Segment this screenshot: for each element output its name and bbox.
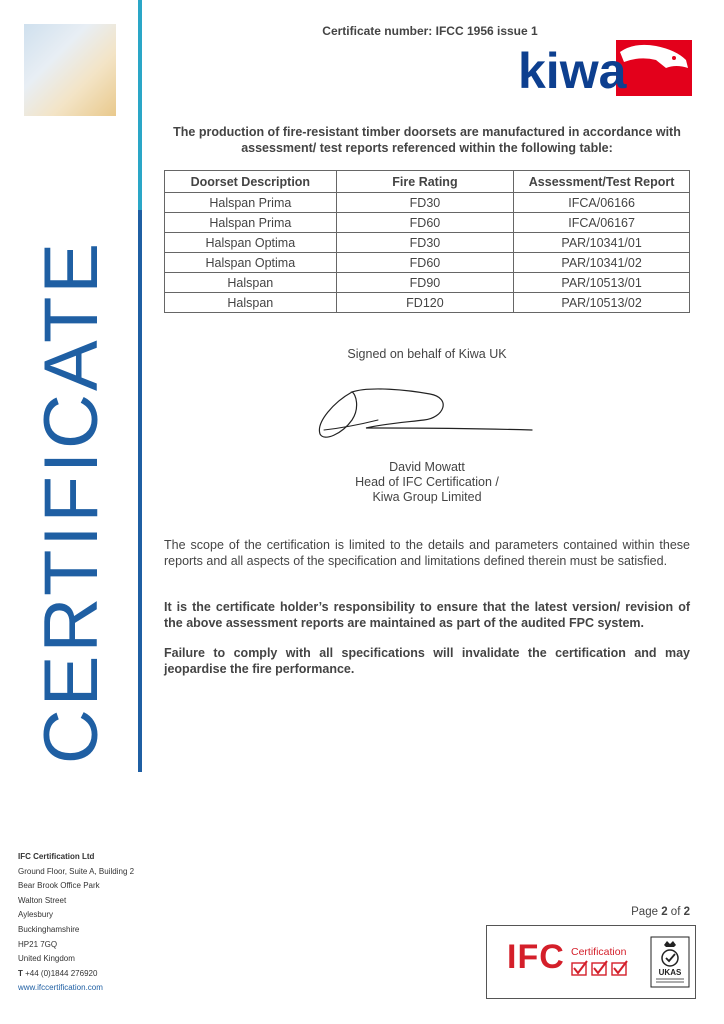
ukas-label: UKAS: [658, 968, 682, 977]
ukas-mark: [650, 936, 690, 988]
vertical-rule-bottom: [138, 210, 142, 772]
table-cell: PAR/10513/02: [514, 293, 690, 313]
telephone-number: +44 (0)1844 276920: [25, 968, 98, 978]
responsibility-paragraph: It is the certificate holder’s responsibility to ensure that the latest version/ revision of the above assessment reports are maintained as part of the audited FPC system.: [164, 600, 690, 630]
telephone-label: T: [18, 968, 23, 978]
table-cell: FD120: [336, 293, 514, 313]
address-line: Buckinghamshire: [18, 924, 80, 934]
check-icon: [571, 960, 629, 976]
table-row: [165, 253, 690, 273]
table-cell: PAR/10513/01: [514, 273, 690, 293]
table-cell: Halspan: [165, 293, 337, 313]
table-cell: Halspan Optima: [165, 233, 337, 253]
website-link[interactable]: www.ifccertification.com: [18, 983, 103, 993]
crown-icon: [664, 941, 676, 947]
tick-icon: [666, 954, 675, 961]
table-cell: Halspan: [165, 273, 337, 293]
table-cell: IFCA/06166: [514, 193, 690, 213]
telephone: [18, 967, 218, 982]
kiwa-logo-text: kiwa: [518, 43, 627, 99]
company-address-block: [18, 850, 218, 996]
table-cell: FD60: [336, 253, 514, 273]
ifc-logo: IFC: [507, 938, 565, 976]
table-cell: FD30: [336, 233, 514, 253]
table-cell: PAR/10341/02: [514, 253, 690, 273]
table-row: [165, 293, 690, 313]
table-cell: FD90: [336, 273, 514, 293]
table-cell: PAR/10341/01: [514, 233, 690, 253]
table-cell: Halspan Optima: [165, 253, 337, 273]
signatory-title: Head of IFC Certification /: [355, 475, 499, 489]
table-cell: Halspan Prima: [165, 193, 337, 213]
table-cell: IFCA/06167: [514, 213, 690, 233]
table-row: [165, 273, 690, 293]
ifc-logo-label: Certification: [571, 946, 627, 958]
signed-on-behalf: Signed on behalf of Kiwa UK: [347, 347, 507, 361]
scope-paragraph: The scope of the certification is limited to the details and parameters contained within these reports and all aspects of the specification and limitations defined therein must be satisfied.: [164, 538, 690, 568]
table-cell: FD30: [336, 193, 514, 213]
signatory-name: David Mowatt: [389, 460, 465, 474]
column-header: Fire Rating: [336, 171, 514, 193]
address-line: HP21 7GQ: [18, 939, 58, 949]
address-line: Walton Street: [18, 895, 67, 905]
address-line: Ground Floor, Suite A, Building 2: [18, 866, 135, 876]
company-name: IFC Certification Ltd: [18, 852, 95, 861]
kiwa-logo: [516, 38, 694, 100]
signatory-block: [300, 460, 554, 505]
page-number: Page 2 of 2: [631, 906, 690, 918]
column-header: Assessment/Test Report: [514, 171, 690, 193]
address-line: Aylesbury: [18, 910, 53, 920]
failure-paragraph: Failure to comply with all specifications will invalidate the certification and may jeopardise the fire performance.: [164, 646, 690, 676]
intro-text: The production of fire-resistant timber doorsets are manufactured in accordance with assessment/ test reports referenced within the following table:: [173, 125, 681, 155]
certificate-number: Certificate number: IFCC 1956 issue 1: [322, 24, 538, 38]
column-header: Doorset Description: [165, 171, 337, 193]
vertical-rule-top: [138, 0, 142, 210]
signature: [312, 384, 540, 444]
signatory-org: Kiwa Group Limited: [372, 490, 482, 504]
table-row: [165, 233, 690, 253]
table-header-row: [165, 171, 690, 193]
assessment-table: [164, 170, 690, 313]
address-line: Bear Brook Office Park: [18, 881, 100, 891]
table-cell: Halspan Prima: [165, 213, 337, 233]
table-cell: FD60: [336, 213, 514, 233]
table-row: [165, 193, 690, 213]
address-line: United Kingdom: [18, 954, 75, 964]
decorative-image: [24, 24, 116, 116]
table-row: [165, 213, 690, 233]
